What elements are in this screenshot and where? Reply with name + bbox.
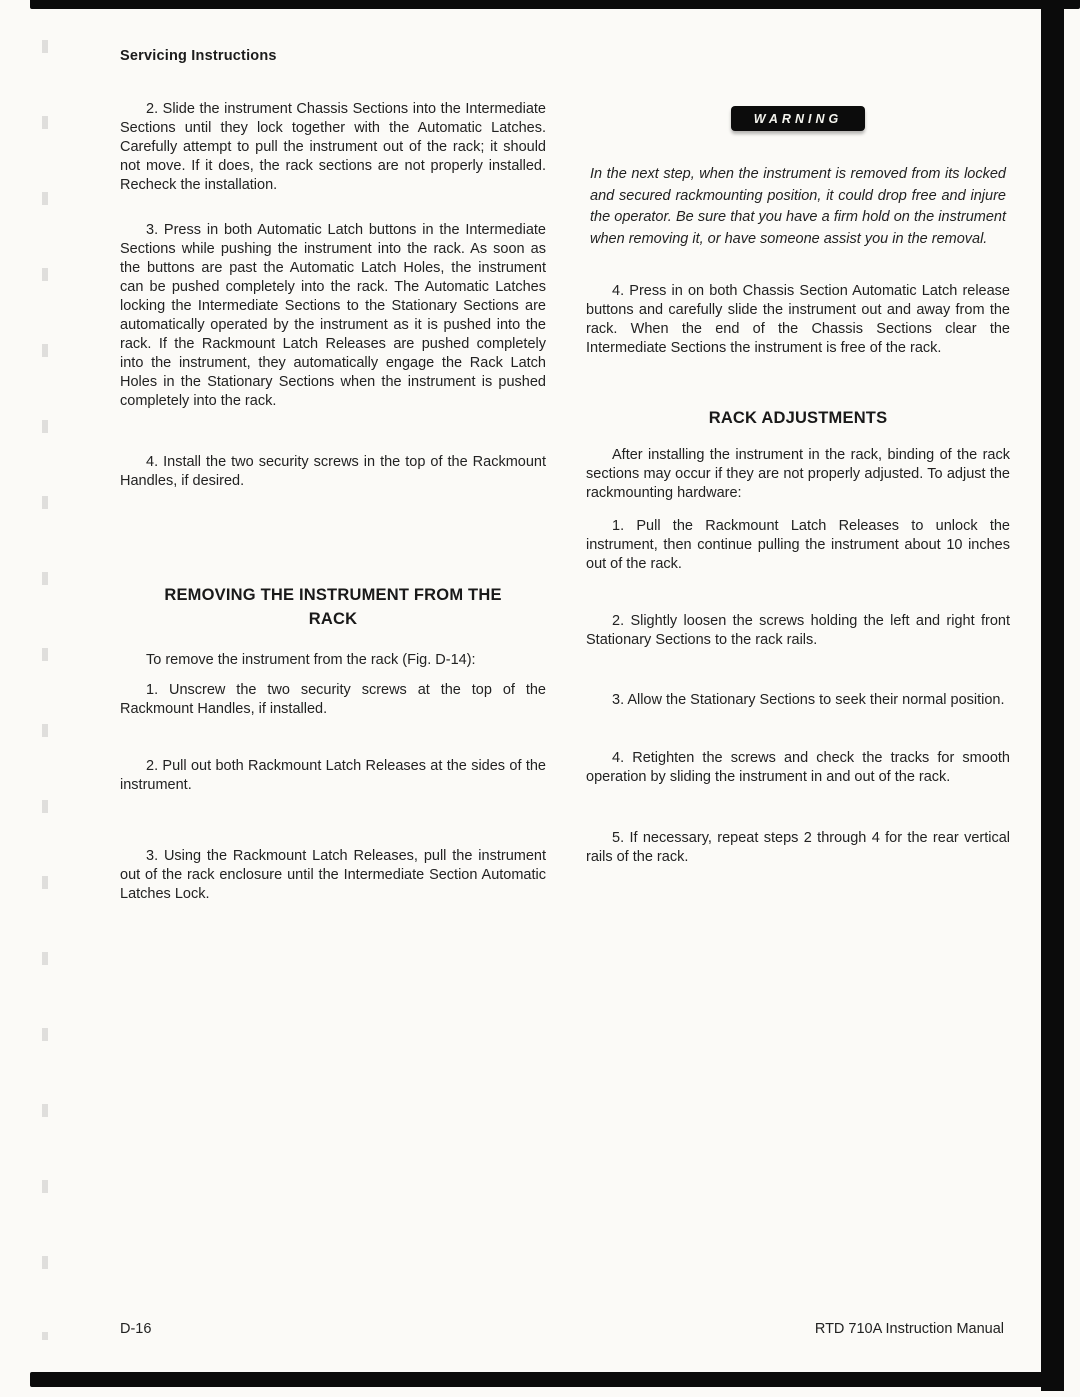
scan-edge-top <box>30 0 1080 9</box>
scan-edge-bottom <box>30 1372 1064 1387</box>
scan-artifacts-left-margin <box>42 40 48 1340</box>
paragraph-adjust-step-1: 1. Pull the Rackmount Latch Releases to unlock the instrument, then continue pulling the instrument about 10 inches out of the rack. <box>586 518 1010 572</box>
right-column <box>586 92 1010 867</box>
paragraph-adjust-step-5: 5. If necessary, repeat steps 2 through 4 for the rear vertical rails of the rack. <box>586 830 1010 865</box>
warning-badge <box>731 106 865 131</box>
paragraph-adjust-intro: After installing the instrument in the rack, binding of the rack sections may occur if they are not properly adjusted. To adjust the rackmounting hardware: <box>586 447 1010 501</box>
paragraph-warning-text: In the next step, when the instrument is removed from its locked and secured rackmounting position, it could drop free and injure the operator. Be sure that you have a firm hold on the instrument when removing it, or have someone assist you in the removal. <box>590 166 1006 247</box>
section-heading-removing-instrument: REMOVING THE INSTRUMENT FROM THE RACK <box>164 586 502 628</box>
paragraph-remove-step-2: 2. Pull out both Rackmount Latch Releases at the sides of the instrument. <box>120 758 546 793</box>
running-header: Servicing Instructions <box>120 48 277 64</box>
warning-badge-label: WARNING <box>753 111 843 126</box>
paragraph-remove-step-3: 3. Using the Rackmount Latch Releases, pull the instrument out of the rack enclosure until the Intermediate Section Automatic Latches Lock. <box>120 848 546 902</box>
paragraph-adjust-step-2: 2. Slightly loosen the screws holding the left and right front Stationary Sections to the rack rails. <box>586 613 1010 648</box>
paragraph-install-step-2: 2. Slide the instrument Chassis Sections into the Intermediate Sections until they lock together with the Automatic Latches. Carefully attempt to pull the instrument out of the rack; it should not move. If it does, the rack sections are not properly installed. Recheck the installation. <box>120 101 546 193</box>
paragraph-install-step-4: 4. Install the two security screws in the top of the Rackmount Handles, if desired. <box>120 454 546 489</box>
manual-title-footer: RTD 710A Instruction Manual <box>814 1321 1004 1337</box>
paragraph-remove-intro: To remove the instrument from the rack (Fig. D-14): <box>146 652 476 668</box>
section-heading-rack-adjustments: RACK ADJUSTMENTS <box>708 409 888 427</box>
paragraph-adjust-step-3: 3. Allow the Stationary Sections to seek their normal position. <box>612 692 1005 708</box>
paragraph-remove-step-4: 4. Press in on both Chassis Section Automatic Latch release buttons and carefully slide the instrument out and away from the rack. When the end of the Chassis Sections clear the Intermediate Sections the instrument is free of the rack. <box>586 283 1010 356</box>
page-number: D-16 <box>120 1321 152 1337</box>
paragraph-remove-step-1: 1. Unscrew the two security screws at the top of the Rackmount Handles, if installed. <box>120 682 546 717</box>
paragraph-install-step-3: 3. Press in both Automatic Latch buttons in the Intermediate Sections while pushing the instrument into the rack. As soon as the buttons are past the Automatic Latch Holes, the instrument can be pushed completely into the rack. The Automatic Latches locking the Intermediate Sections to the Stationary Sections are automatically operated by the instrument as it is pushed into the rack. If the Rackmount Latch Releases are pushed completely into the instrument, they automatically engage the Rack Latch Holes in the Stationary Sections when the instrument is pushed completely into the rack. <box>120 222 546 409</box>
scan-edge-right <box>1041 0 1064 1391</box>
left-column <box>120 92 546 904</box>
paragraph-adjust-step-4: 4. Retighten the screws and check the tracks for smooth operation by sliding the instrument in and out of the rack. <box>586 750 1010 785</box>
